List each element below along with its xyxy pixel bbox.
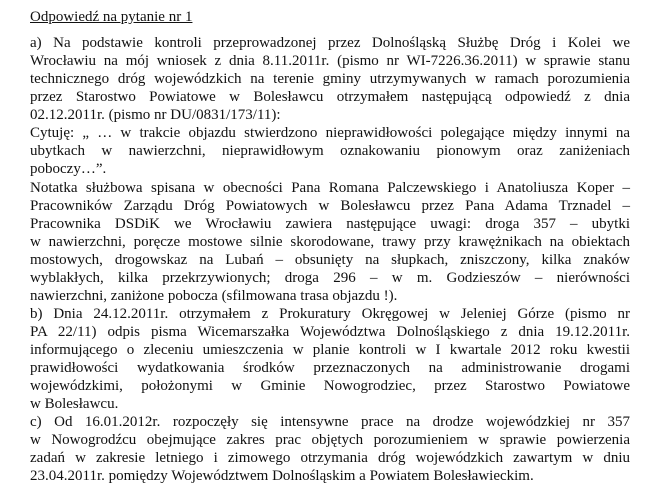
text-line: zadań w zakresie letniego i zimowego otrzymania dróg wojewódzkich zawartym w dniu xyxy=(30,450,630,466)
text-line: mostowych, drogowskaz na Lubań – obsunięty na słupkach, zniszczony, kilka znaków xyxy=(30,252,630,268)
text-line: a) Na podstawie kontroli przeprowadzonej przez Dolnośląską Służbę Dróg i Kolei we xyxy=(30,35,630,51)
text-line: prawidłowości wydatkowania środków przeznaczonych na administrowanie drogami xyxy=(30,360,630,376)
section-heading: Odpowiedź na pytanie nr 1 xyxy=(30,9,193,25)
quote-line: ubytkach w nawierzchni, nieprawidłowym oznakowaniu pionowym oraz zaniżeniach xyxy=(30,143,630,159)
text-line: Wrocławiu na mój wniosek z dnia 8.11.2011r. (pismo nr WI-7226.36.2011) w sprawie stanu xyxy=(30,53,630,69)
text-line: wyblakłych, kilka przekrzywionych; droga 296 – w m. Godzieszów – nierówności xyxy=(30,270,630,286)
text-line: nawierzchni, zaniżone pobocza (sfilmowana trasa objazdu !). xyxy=(30,288,398,304)
text-line: PA 22/11) odpis pisma Wicemarszałka Województwa Dolnośląskiego z dnia 19.12.2011r. xyxy=(30,324,630,340)
text-line: informującego o zleceniu umieszczenia w planie kontroli w I kwartale 2012 roku kwestii xyxy=(30,342,630,358)
text-line: wojewódzkimi, położonymi w Gminie Nowogrodziec, przez Starostwo Powiatowe xyxy=(30,378,630,394)
text-line: Notatka służbowa spisana w obecności Pana Romana Palczewskiego i Anatoliusza Koper – xyxy=(30,180,630,196)
quote-line: poboczy…”. xyxy=(30,161,107,177)
quote-line: Cytuję: „ … w trakcie objazdu stwierdzono nieprawidłowości polegające między innymi na xyxy=(30,125,630,141)
text-line: technicznego dróg wojewódzkich na terenie gminy utrzymywanych w ramach porozumienia xyxy=(30,71,630,87)
text-line: Pracownika DSDiK we Wrocławiu zawiera następujące uwagi: droga 357 – ubytki xyxy=(30,216,630,232)
text-line: 02.12.2011r. (pismo nr DU/0831/173/11): xyxy=(30,107,281,123)
text-line: przez Starostwo Powiatowe w Bolesławcu otrzymałem następującą odpowiedź z dnia xyxy=(30,89,630,105)
text-line: c) Od 16.01.2012r. rozpoczęły się intensywne prace na drodze wojewódzkiej nr 357 xyxy=(30,414,630,430)
text-line: Pracowników Zarządu Dróg Powiatowych w Bolesławcu przez Pana Adama Trznadel – xyxy=(30,198,630,214)
text-line: b) Dnia 24.12.2011r. otrzymałem z Prokuratury Okręgowej w Jeleniej Górze (pismo nr xyxy=(30,306,630,322)
text-line: w Nowogrodźcu obejmujące zakres prac objętych porozumieniem w sprawie powierzenia xyxy=(30,432,630,448)
text-line: w Bolesławcu. xyxy=(30,396,119,412)
text-line: 23.04.2011r. pomiędzy Województwem Dolnośląskim a Powiatem Bolesławieckim. xyxy=(30,468,534,484)
text-line: w nawierzchni, poręcze mostowe silnie skorodowane, trawy przy krawężnikach na obiektach xyxy=(30,234,630,250)
